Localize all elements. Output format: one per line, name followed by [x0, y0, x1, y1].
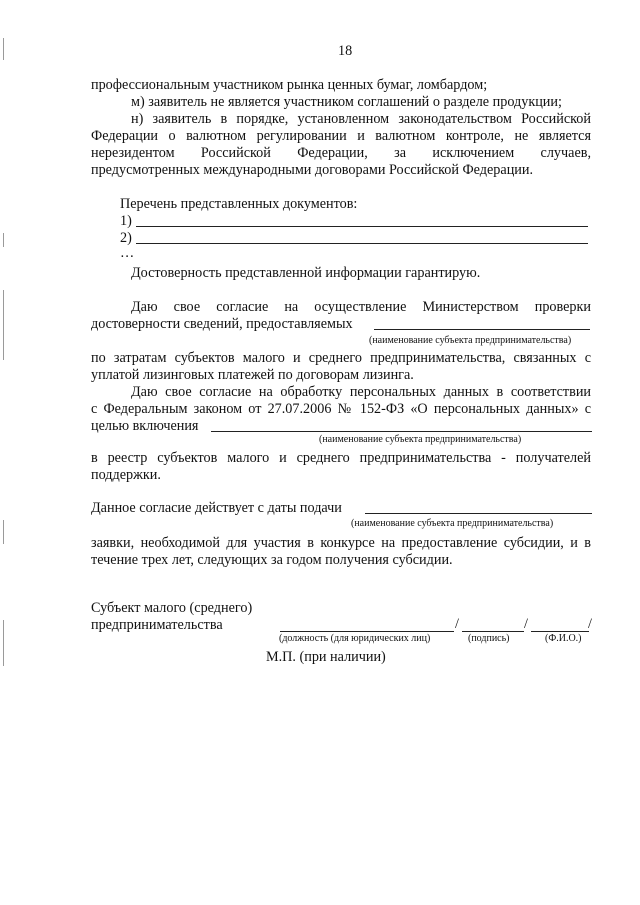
stamp-note: М.П. (при наличии): [266, 649, 386, 665]
consent2-field-caption: (наименование субъекта предпринимательства): [319, 434, 522, 445]
signature-slash-3: /: [588, 616, 592, 632]
full-name-field[interactable]: [531, 631, 589, 632]
position-caption: (должность (для юридических лиц): [279, 633, 431, 644]
validity-field-caption: (наименование субъекта предпринимательства): [351, 518, 554, 529]
consent2-line5: поддержки.: [91, 467, 161, 483]
scan-edge-mark: [3, 290, 4, 360]
validity-line1: Данное согласие действует с даты подачи: [91, 500, 342, 516]
signature-caption: (подпись): [468, 633, 510, 644]
documents-heading: Перечень представленных документов:: [120, 196, 358, 212]
consent2-subject-field[interactable]: [211, 431, 592, 432]
subject-label-line2: предпринимательства: [91, 617, 223, 633]
signature-slash-2: /: [524, 616, 528, 632]
signature-slash-1: /: [455, 616, 459, 632]
consent1-line2: достоверности сведений, предоставляемых: [91, 316, 353, 332]
validity-subject-field[interactable]: [365, 513, 592, 514]
document-item-2-number: 2): [120, 230, 132, 246]
clause-n-line4: предусмотренных международными договорами Российской Федерации.: [91, 162, 534, 178]
scan-edge-mark: [3, 620, 4, 666]
consent1-field-caption: (наименование субъекта предпринимательства): [369, 335, 572, 346]
validity-line3: течение трех лет, следующих за годом получения субсидии.: [91, 552, 453, 568]
consent2-line1: Даю свое согласие на обработку персональных данных в соответствии: [131, 384, 591, 400]
consent1-line1: Даю свое согласие на осуществление Министерством проверки: [131, 299, 591, 315]
document-item-1-field[interactable]: [136, 226, 588, 227]
clause-n-line1: н) заявитель в порядке, установленном законодательством Российской: [131, 111, 591, 127]
scan-edge-mark: [3, 38, 4, 60]
full-name-caption: (Ф.И.О.): [545, 633, 582, 644]
signature-field[interactable]: [462, 631, 524, 632]
position-field[interactable]: [280, 631, 454, 632]
subject-label-line1: Субъект малого (среднего): [91, 600, 253, 616]
clause-n-line3: нерезидентом Российской Федерации, за исключением случаев,: [91, 145, 591, 161]
validity-line2: заявки, необходимой для участия в конкурсе на предоставление субсидии, и в: [91, 535, 591, 551]
consent1-subject-field[interactable]: [374, 329, 590, 330]
documents-ellipsis: …: [120, 245, 135, 261]
scan-edge-mark: [3, 233, 4, 247]
clause-n-line2: Федерации о валютном регулировании и валютном контроле, не является: [91, 128, 591, 144]
consent1-line4: уплатой лизинговых платежей по договорам лизинга.: [91, 367, 414, 383]
consent2-line4: в реестр субъектов малого и среднего предпринимательства - получателей: [91, 450, 591, 466]
page-number: 18: [338, 43, 353, 59]
clause-m: м) заявитель не является участником соглашений о разделе продукции;: [131, 94, 562, 110]
consent1-line3: по затратам субъектов малого и среднего предпринимательства, связанных с: [91, 350, 591, 366]
guarantee-statement: Достоверность представленной информации гарантирую.: [131, 265, 481, 281]
clause-l-tail: профессиональным участником рынка ценных бумаг, ломбардом;: [91, 77, 488, 93]
consent2-line3: целью включения: [91, 418, 199, 434]
document-item-1-number: 1): [120, 213, 132, 229]
consent2-line2: с Федеральным законом от 27.07.2006 № 152-ФЗ «О персональных данных» с: [91, 401, 591, 417]
scan-edge-mark: [3, 520, 4, 544]
document-item-2-field[interactable]: [136, 243, 588, 244]
